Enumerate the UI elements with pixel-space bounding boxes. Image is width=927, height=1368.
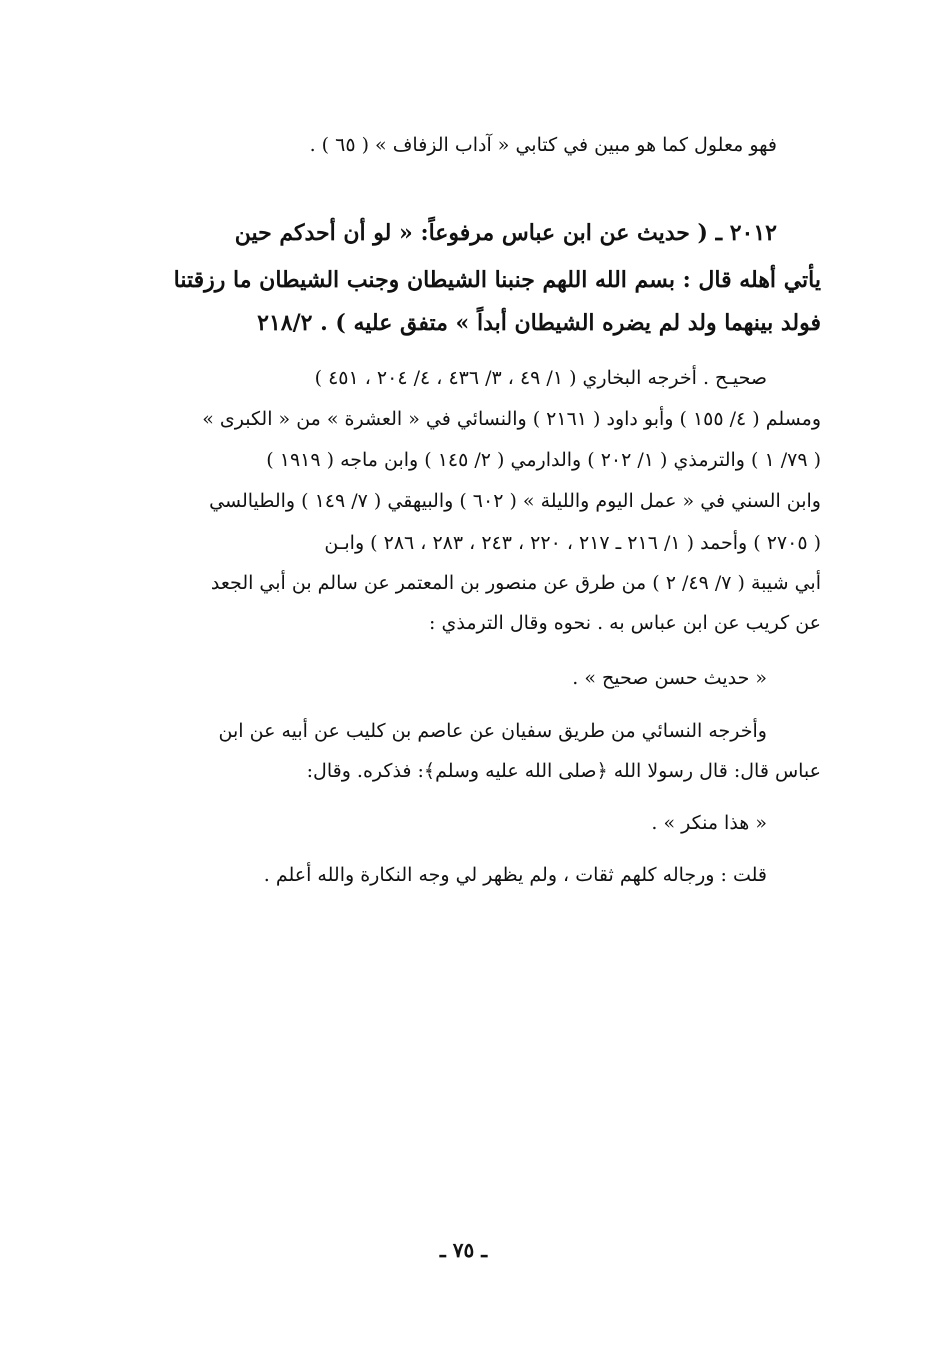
commentary-line-1: صحيـح . أخرجه البخاري ( ١/ ٤٩ ، ٣/ ٤٣٦ ، ٤/ ٢٠٤ ، ٤٥١ ): [314, 367, 767, 389]
commentary-line-6: أبي شيبة ( ٧/ ٤٩/ ٢ ) من طرق عن منصور بن المعتمر عن سالم بن أبي الجعد: [210, 572, 821, 594]
hadith-line-2: يأتي أهله قال : بسم الله اللهم جنبنا الشيطان وجنب الشيطان ما رزقتنا: [173, 267, 821, 293]
hadith-line-1: ٢٠١٢ ـ ( حديث عن ابن عباس مرفوعاً: « لو أن أحدكم حين: [234, 220, 777, 246]
nasai-line-2: عباس قال: قال رسولا الله ﴿صلى الله عليه وسلم﴾: فذكره. وقال:: [306, 760, 821, 782]
quote-munkar: « هذا منكر » .: [651, 812, 767, 834]
commentary-line-4: وابن السني في « عمل اليوم والليلة » ( ٦٠٢ ) والبيهقي ( ٧/ ١٤٩ ) والطيالسي: [209, 490, 821, 512]
intro-line: فهو معلول كما هو مبين في كتابي « آداب الزفاف » ( ٦٥ ) .: [309, 134, 777, 156]
hadith-line-3: فولد بينهما ولد لم يضره الشيطان أبداً » متفق عليه ) . ٢١٨/٢: [257, 310, 821, 336]
conclusion-line: قلت : ورجاله كلهم ثقات ، ولم يظهر لي وجه النكارة والله أعلم .: [263, 864, 767, 886]
commentary-line-5: ( ٢٧٠٥ ) وأحمد ( ١/ ٢١٦ ـ ٢١٧ ، ٢٢٠ ، ٢٤٣ ، ٢٨٣ ، ٢٨٦ ) وابـن: [324, 532, 821, 554]
quote-hasan-sahih: « حديث حسن صحيح » .: [572, 667, 767, 689]
commentary-line-7: عن كريب عن ابن عباس به . نحوه وقال الترمذي :: [429, 612, 821, 634]
nasai-line-1: وأخرجه النسائي من طريق سفيان عن عاصم بن كليب عن أبيه عن ابن: [218, 720, 767, 742]
commentary-line-3: ( ٧٩/ ١ ) والترمذي ( ١/ ٢٠٢ ) والدارمي ( ٢/ ١٤٥ ) وابن ماجه ( ١٩١٩ ): [266, 449, 821, 471]
page-number: ـ ٧٥ ـ: [439, 1238, 488, 1262]
commentary-line-2: ومسلم ( ٤/ ١٥٥ ) وأبو داود ( ٢١٦١ ) والنسائي في « العشرة » من « الكبرى »: [202, 408, 821, 430]
